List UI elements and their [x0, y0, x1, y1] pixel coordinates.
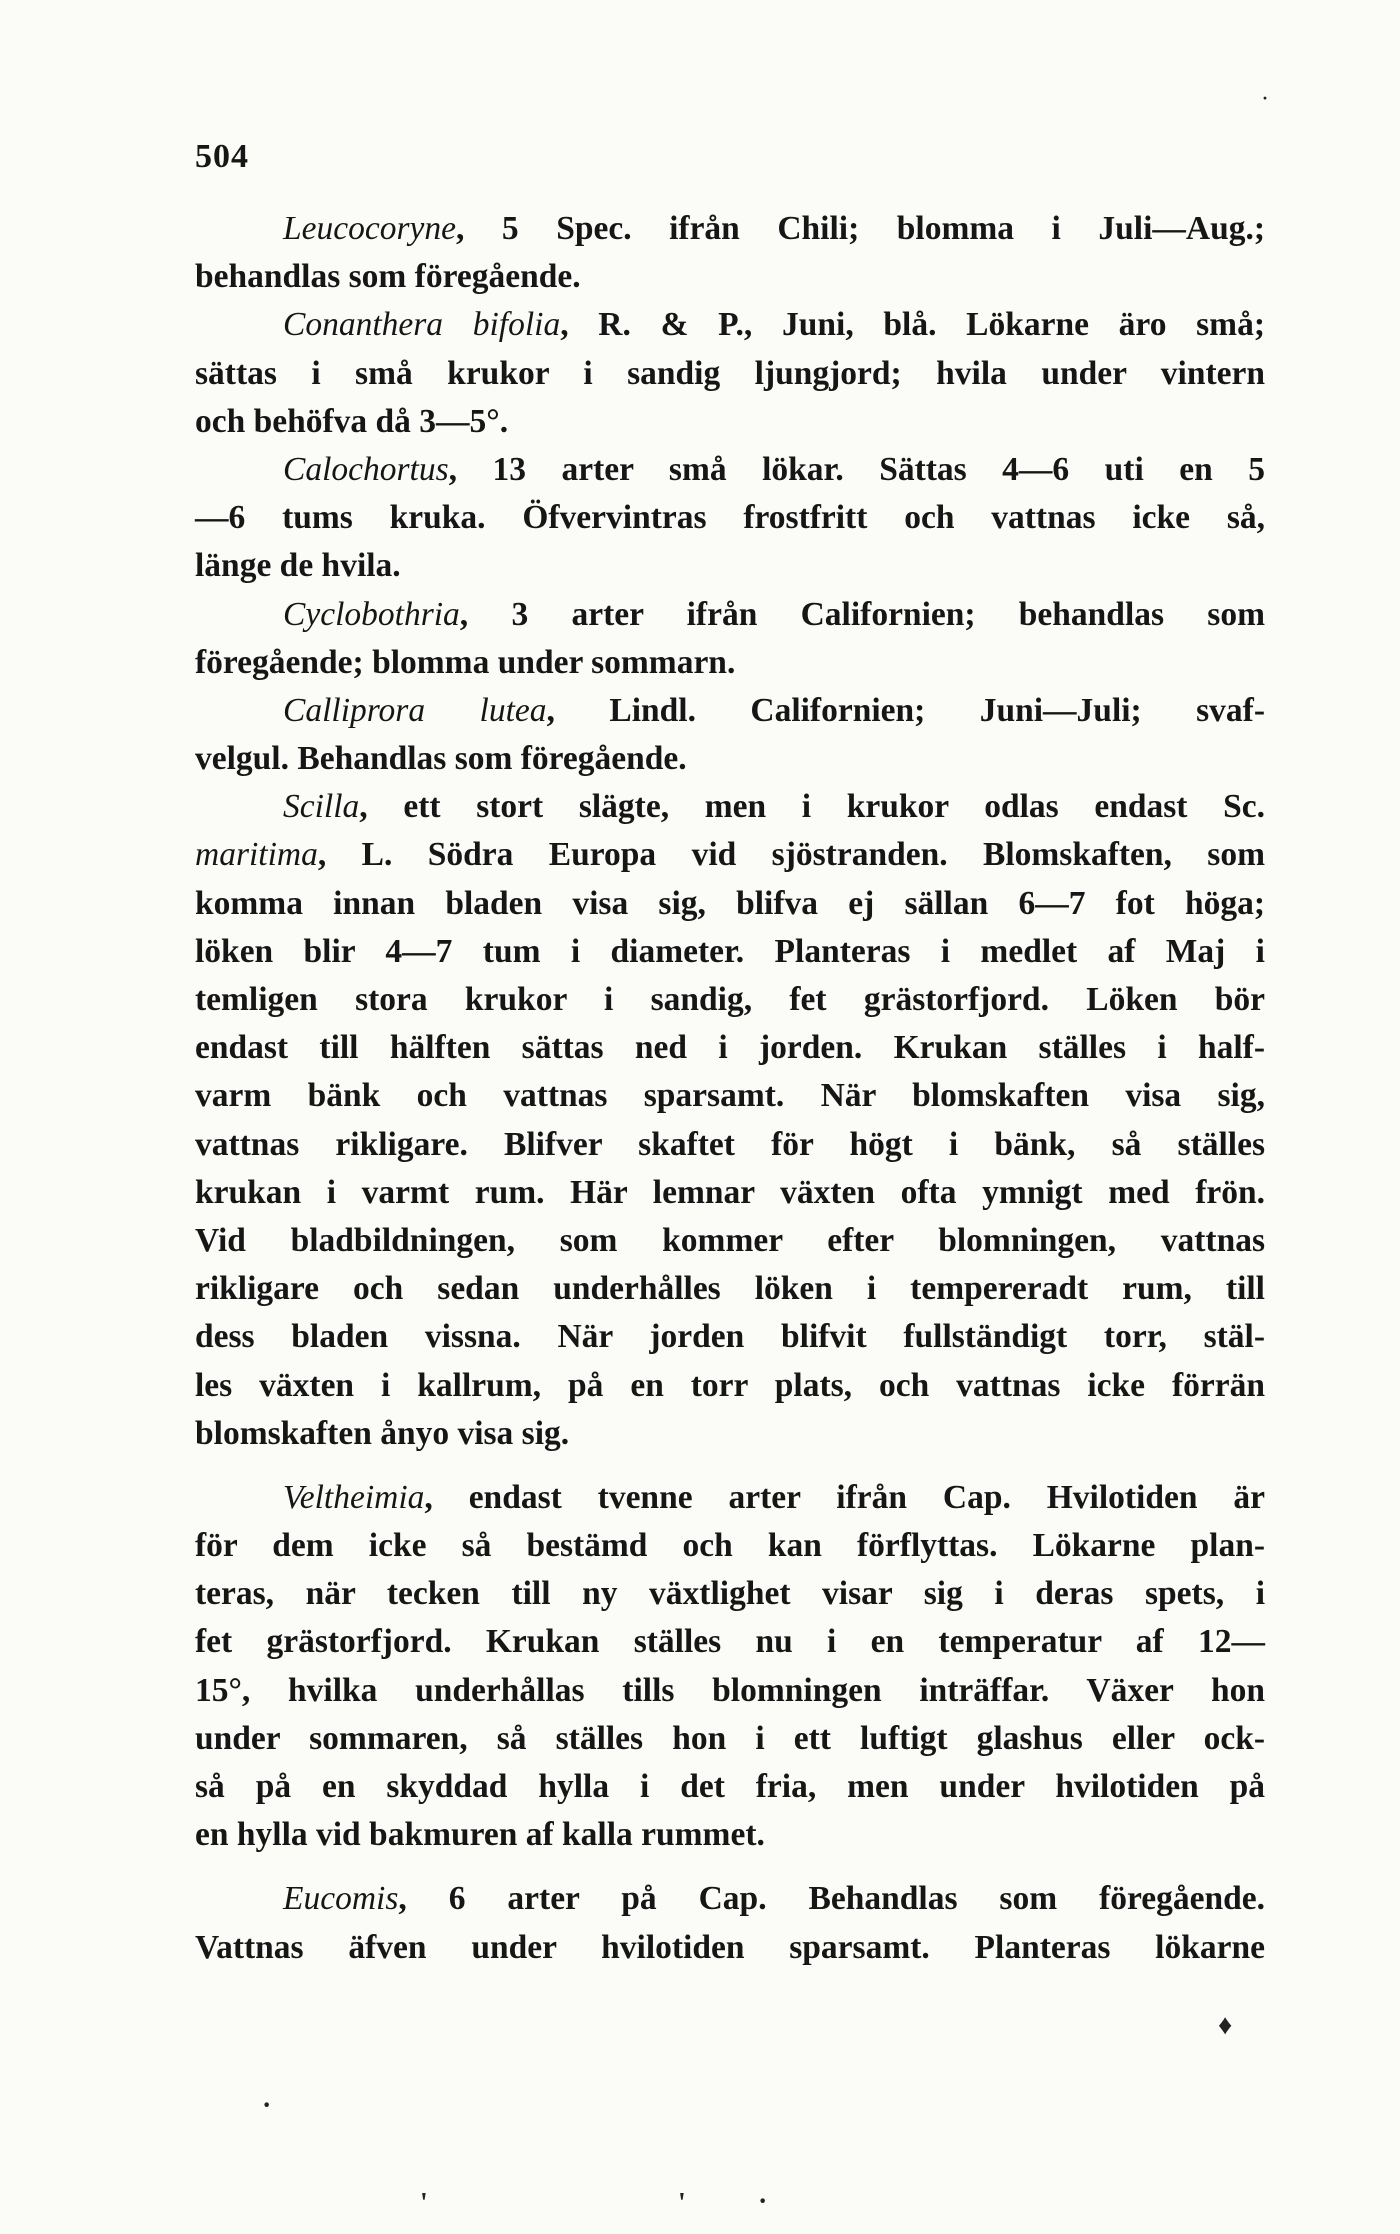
print-speck: · [758, 2186, 768, 2217]
text-line: under sommaren, så ställes hon i ett luftigt glashus eller ock- [195, 1719, 1265, 1757]
body-text [195, 205, 1265, 1972]
text-line: Veltheimia, endast tvenne arter ifrån Cap. Hvilotiden är [283, 1478, 1265, 1516]
text-line: löken blir 4—7 tum i diameter. Planteras i medlet af Maj i [195, 932, 1265, 970]
text-line: vattnas rikligare. Blifver skaftet för högt i bänk, så ställes [195, 1125, 1265, 1163]
text-line: Cyclobothria, 3 arter ifrån Californien; behandlas som [283, 595, 1265, 633]
text-line: endast till hälften sättas ned i jorden. Krukan ställes i half- [195, 1029, 1265, 1067]
text-line: maritima, L. Södra Europa vid sjöstranden. Blomskaften, som [195, 836, 1265, 874]
text-line: Vattnas äfven under hvilotiden sparsamt. Planteras lökarne [195, 1928, 1265, 1966]
text-line: Calliprora lutea, Lindl. Californien; Juni—Juli; svaf- [283, 691, 1265, 729]
text-line: Calochortus, 13 arter små lökar. Sättas 4—6 uti en 5 [283, 450, 1265, 488]
text-line: dess bladen vissna. När jorden blifvit fullständigt torr, stäl- [195, 1318, 1265, 1356]
print-speck: ' [678, 2188, 686, 2219]
text-line: Vid bladbildningen, som kommer efter blomningen, vattnas [195, 1221, 1265, 1259]
text-line: komma innan bladen visa sig, blifva ej sällan 6—7 fot höga; [195, 884, 1265, 922]
text-line: les växten i kallrum, på en torr plats, och vattnas icke förrän [195, 1366, 1265, 1404]
text-line: Eucomis, 6 arter på Cap. Behandlas som föregående. [283, 1880, 1265, 1918]
text-line: teras, när tecken till ny växtlighet visar sig i deras spets, i [195, 1575, 1265, 1613]
text-line: så på en skyddad hylla i det fria, men under hvilotiden på [195, 1768, 1265, 1805]
text-line: Leucocoryne, 5 Spec. ifrån Chili; blomma i Juli—Aug.; [283, 210, 1265, 247]
text-line: blomskaften ånyo visa sig. [195, 1414, 570, 1452]
text-line: Scilla, ett stort slägte, men i krukor odlas endast Sc. [283, 788, 1265, 826]
text-line: sättas i små krukor i sandig ljungjord; hvila under vintern [195, 354, 1265, 392]
text-line: för dem icke så bestämd och kan förflyttas. Lökarne plan- [195, 1527, 1265, 1565]
text-line: Conanthera bifolia, R. & P., Juni, blå. Lökarne äro små; [283, 306, 1265, 344]
text-line: behandlas som föregående. [195, 258, 581, 296]
text-line: temligen stora krukor i sandig, fet grästorfjord. Löken bör [195, 981, 1265, 1018]
text-line: fet grästorfjord. Krukan ställes nu i en temperatur af 12— [195, 1623, 1265, 1661]
text-line: och behöfva då 3—5°. [195, 402, 509, 440]
text-line: föregående; blomma under sommarn. [195, 643, 736, 681]
text-line: 15°, hvilka underhållas tills blomningen inträffar. Växer hon [195, 1671, 1265, 1709]
text-line: velgul. Behandlas som föregående. [195, 740, 687, 778]
text-line: krukan i varmt rum. Här lemnar växten ofta ymnigt med frön. [195, 1173, 1265, 1211]
text-line: en hylla vid bakmuren af kalla rummet. [195, 1816, 765, 1854]
text-line: länge de hvila. [195, 547, 401, 585]
print-speck: · [262, 2090, 272, 2121]
print-speck: ♦ [1218, 2010, 1233, 2041]
text-line: rikligare och sedan underhålles löken i tempereradt rum, till [195, 1270, 1265, 1308]
text-line: —6 tums kruka. Öfvervintras frostfritt och vattnas icke så, [195, 499, 1265, 537]
text-line: varm bänk och vattnas sparsamt. När blomskaften visa sig, [195, 1077, 1265, 1115]
print-speck: ' [420, 2188, 428, 2219]
print-speck: · [1262, 88, 1269, 108]
page-number: 504 [195, 138, 249, 175]
